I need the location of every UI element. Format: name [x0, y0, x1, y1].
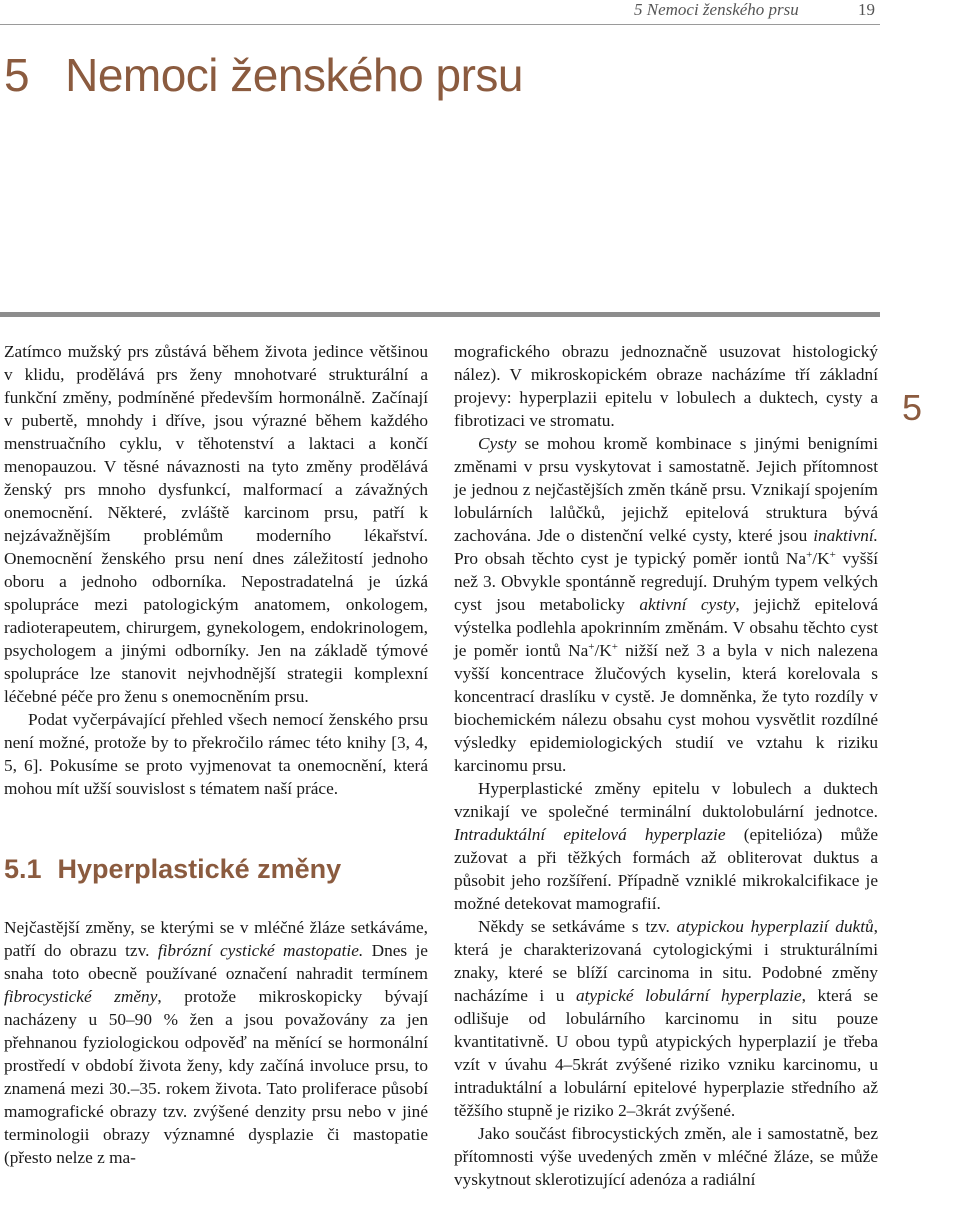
text-run: nižší než 3 a byla v nich nalezena vyšší koncentrace žlučových kyselin, která korelovala s koncentrací draslíku v cystě. Je domněnka, že tyto rozdíly v biochemickém nálezu obsahu cyst mohou vysvětlit rozdílné výsledky epidemiologických studií ve vztahu k riziku karcinomu prsu. — [454, 641, 878, 775]
chapter-title — [4, 48, 523, 102]
right-column — [454, 340, 878, 1191]
emphasis-term: atypickou hyperplazií duktů — [676, 917, 874, 936]
text-run: se mohou kromě kombinace s jinými benigními změnami v prsu vyskytovat i samostatně. Jejich přítomnost je jednou z nejčastějších změn tkáně prsu. Vznikají spojením lobulárních lalůčků, jejichž epitelová struktura bývá zachována. Jde o distenční velké cysty, které jsou — [454, 434, 878, 545]
text-run: Hyperplastické změny epitelu v lobulech a duktech vznikají ve společné terminální duktolobulární jednotce. — [454, 779, 878, 821]
paragraph-fibrocystic — [4, 916, 428, 1169]
text-run: Dnes je snaha toto obecně používané označení nahradit termínem — [4, 941, 428, 983]
paragraph-hyperplasia — [454, 777, 878, 915]
chapter-number: 5 — [4, 49, 30, 101]
emphasis-term: aktivní cysty — [639, 595, 736, 614]
paragraph-adenosis: Jako součást fibrocystických změn, ale i samostatně, bez přítomnosti výše uvedených změn v mléčné žláze, se může vyskytnout sklerotizující adenóza a radiální — [454, 1124, 878, 1189]
text-run: , jejichž epitelová výstelka podlehla apokrinním změnám. V obsahu těchto cyst je poměr iontů Na — [454, 595, 878, 660]
emphasis-term: Intraduktální epitelová hyperplazie — [454, 825, 726, 844]
chapter-title-text: Nemoci ženského prsu — [65, 49, 523, 101]
paragraph-atypical — [454, 915, 878, 1122]
emphasis-term: fibrocystické změny — [4, 987, 158, 1006]
text-run: /K — [812, 549, 830, 568]
left-column — [4, 340, 428, 1169]
section-heading — [4, 852, 428, 886]
paragraph-continuation: mografického obrazu jednoznačně usuzovat histologický nález). V mikroskopickém obraze nacházíme tří základní projevy: hyperplazii epitelu v lobulech a duktech, cysty a fibrotizaci ve stromatu. — [454, 342, 878, 430]
emphasis-term: Cysty — [478, 434, 517, 453]
text-run: /K — [594, 641, 612, 660]
ion-charge: + — [829, 549, 836, 561]
emphasis-term: atypické lobulární hyperplazie — [575, 986, 802, 1005]
emphasis-term: inaktivní. — [813, 526, 878, 545]
ion-charge: + — [806, 549, 813, 561]
paragraph-cysts — [454, 432, 878, 777]
text-run: , která je charakterizovaná cytologickými i strukturálními znaky, které se blíží carcinoma in situ. Podobné změny nacházíme i u — [454, 917, 878, 1005]
page-number: 19 — [858, 0, 875, 19]
section-number: 5.1 — [4, 854, 42, 884]
paragraph-overview: Podat vyčerpávající přehled všech nemocí ženského prsu není možné, protože by to překročilo rámec této knihy [3, 4, 5, 6]. Pokusíme se proto vyjmenovat ta onemocnění, která mohou mít užší souvislost s tématem naší práce. — [4, 710, 428, 798]
text-run: Pro obsah těchto cyst je typický poměr iontů Na — [454, 549, 807, 568]
section-rule — [0, 312, 880, 317]
emphasis-term: fibrózní cystické mastopatie. — [157, 941, 364, 960]
text-run: vyšší než 3. Obvykle spontánně regredují. Druhým typem velkých cyst jsou metabolicky — [454, 549, 879, 614]
text-run: Nejčastější změny, se kterými se v mléčné žláze setkáváme, patří do obrazu tzv. — [4, 918, 428, 960]
text-run: Někdy se setkáváme s tzv. — [478, 917, 677, 936]
ion-charge: + — [611, 641, 618, 653]
section-title: Hyperplastické změny — [57, 854, 342, 884]
text-run: (epitelióza) může zužovat a při těžkých formách až obliterovat duktus a působit jeho rozšíření. Případně vzniklé mikrokalcifikace je možné detekovat mamografií. — [454, 825, 878, 913]
header-rule — [0, 24, 880, 25]
running-head: 5 Nemoci ženského prsu — [634, 0, 799, 19]
text-run: , která se odlišuje od lobulárního karcinomu in situ pouze kvantitativně. U obou typů atypických hyperplazií je třeba vzít v úvahu 4–5krát zvýšené riziko vzniku karcinomu, u intraduktální a lobulární epitelové hyperplazie středního až těžšího stupně je riziko 2–3krát zvýšené. — [454, 986, 878, 1120]
paragraph-intro: Zatímco mužský prs zůstává během života jedince většinou v klidu, prodělává prs ženy mnohotvaré strukturální a funkční změny, podmíněné především hormonálně. Začínají v pubertě, mnohdy i dříve, jsou výrazné během každého menstruačního cyklu, v těhotenství a laktaci a končí menopauzou. V těsné návaznosti na tyto změny prodělává ženský prs mnoho dysfunkcí, malformací a závažných onemocnění. Některé, zvláště karcinom prsu, patří k nejzávažnějším problémům moderního lékařství. Onemocnění ženského prsu není dnes záležitostí jednoho oboru a jednoho odborníka. Nepostradatelná je úzká spolupráce mezi patologickým anatomem, onkologem, radioterapeutem, chirurgem, gynekologem, endokrinologem, psychologem a jinými odborníky. Jen na základě týmové spolupráce lze stanovit nejvhodnější strategii komplexní léčebné péče pro ženu s onemocněním prsu. — [4, 342, 428, 706]
chapter-side-tab: 5 — [902, 387, 923, 428]
text-run: , protože mikroskopicky bývají nacházeny u 50–90 % žen a jsou považovány za jen přehnanou fyziologickou odpověď na měnící se hormonální prostředí v období života ženy, kdy začíná involuce prsu, to znamená mezi 30.–35. rokem života. Tato proliferace působí mamografické obrazy tzv. zvýšené denzity prsu nebo v jiné terminologii obrazy významné dysplazie či mastopatie (přesto nelze z ma- — [4, 987, 428, 1167]
ion-charge: + — [588, 641, 595, 653]
